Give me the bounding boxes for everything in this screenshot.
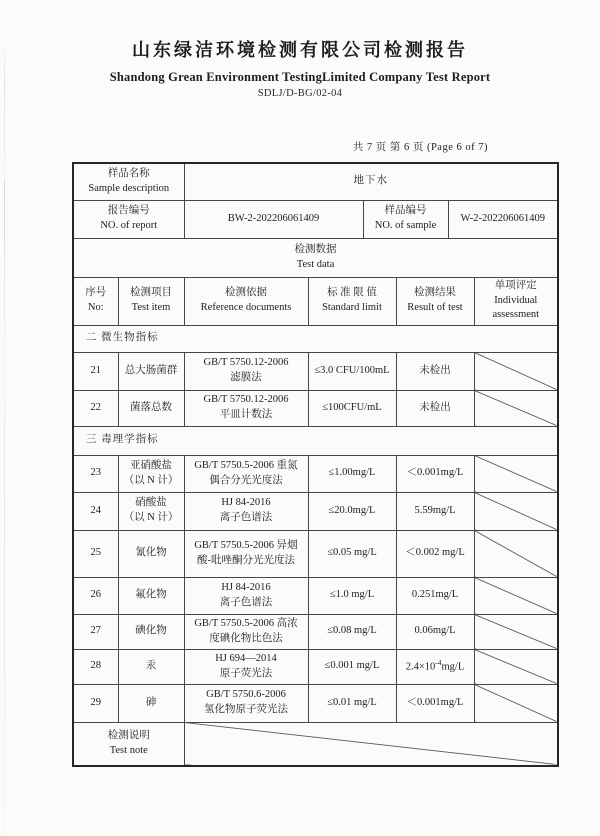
col-result-zh: 检测结果 — [414, 287, 456, 299]
row-limit: ≤0.08 mg/L — [308, 614, 396, 649]
row-reference — [184, 614, 308, 649]
section-tox-label: 三 毒理学指标 — [73, 426, 558, 455]
row-no: 23 — [73, 455, 118, 492]
item-line2: （以 N 计） — [123, 512, 179, 523]
row-item — [118, 492, 184, 530]
table-row — [73, 684, 558, 722]
item-line2: （以 N 计） — [123, 474, 179, 486]
section-row-micro — [73, 325, 558, 352]
row-result: 0.251mg/L — [396, 577, 474, 614]
col-assess-zh: 单项评定 — [494, 279, 537, 291]
diagonal-slash-cell — [474, 684, 558, 722]
row-result: 5.59mg/L — [396, 492, 474, 530]
sample-name-label-zh: 样品名称 — [107, 168, 150, 180]
row-item: 砷 — [118, 684, 184, 722]
ref-line2: 平皿计数法 — [219, 409, 273, 420]
row-limit: ≤3.0 CFU/100mL — [308, 352, 396, 390]
row-no: 24 — [73, 492, 118, 530]
col-limit-zh: 标 准 限 值 — [327, 287, 377, 299]
col-item-zh: 检测项目 — [130, 287, 172, 299]
row-limit: ≤0.05 mg/L — [308, 530, 396, 577]
col-limit-en: Standard limit — [322, 302, 382, 313]
ref-line2: 酸-吡唑酮分光光度法 — [197, 554, 295, 566]
report-number-row — [73, 200, 558, 238]
row-item: 菌落总数 — [118, 390, 184, 426]
doc-code: SDLJ/D-BG/02-04 — [257, 88, 343, 99]
sample-no-label-en: NO. of sample — [374, 220, 437, 231]
col-header-reference — [184, 277, 308, 325]
row-reference — [184, 455, 308, 492]
row-no: 22 — [73, 390, 118, 426]
row-no: 29 — [73, 684, 118, 722]
test-data-banner-row — [73, 238, 558, 277]
report-no-label — [73, 200, 184, 238]
row-item: 汞 — [118, 649, 184, 684]
row-result: ＜0.002 mg/L — [396, 530, 474, 577]
ref-line1: HJ 84-2016 — [221, 581, 271, 593]
ref-line2: 离子色谱法 — [219, 512, 273, 523]
column-header-row — [73, 277, 558, 325]
result-unit: mg/L — [441, 661, 465, 673]
row-result: ＜0.001mg/L — [396, 684, 474, 722]
page-indicator: 共 7 页 第 6 页 (Page 6 of 7) — [352, 142, 488, 153]
row-result: 0.06mg/L — [396, 614, 474, 649]
row-no: 25 — [73, 530, 118, 577]
row-reference — [184, 649, 308, 684]
row-no: 27 — [73, 614, 118, 649]
ref-line2: 原子荧光法 — [219, 667, 273, 679]
table-row — [73, 492, 558, 530]
ref-line1: GB/T 5750.5-2006 异烟 — [194, 539, 298, 551]
col-assess-en1: Individual — [494, 294, 538, 306]
test-report-table — [72, 162, 559, 767]
test-data-en: Test data — [296, 258, 335, 270]
ref-line1: GB/T 5750.12-2006 — [203, 357, 289, 369]
row-limit: ≤1.0 mg/L — [308, 577, 396, 614]
row-item: 总大肠菌群 — [118, 352, 184, 390]
col-header-result — [396, 277, 474, 325]
row-item: 氟化物 — [118, 577, 184, 614]
section-row-tox — [73, 426, 558, 455]
ref-line2: 偶合分光光度法 — [209, 474, 283, 486]
row-reference — [184, 530, 308, 577]
sample-no-label — [363, 200, 448, 238]
row-limit: ≤0.01 mg/L — [308, 684, 396, 722]
row-item: 碘化物 — [118, 614, 184, 649]
col-ref-zh: 检测依据 — [225, 287, 267, 299]
row-no: 26 — [73, 577, 118, 614]
sample-name-value: 地下水 — [184, 163, 558, 200]
sample-no-value: W-2-202206061409 — [448, 200, 558, 238]
table-row — [73, 390, 558, 426]
col-result-en: Result of test — [407, 302, 463, 313]
row-reference — [184, 684, 308, 722]
row-item — [118, 455, 184, 492]
diagonal-slash-cell — [474, 455, 558, 492]
table-row — [73, 455, 558, 492]
row-limit: ≤100CFU/mL — [308, 390, 396, 426]
row-limit: ≤20.0mg/L — [308, 492, 396, 530]
report-no-label-en: NO. of report — [100, 220, 158, 231]
row-limit: ≤1.00mg/L — [308, 455, 396, 492]
row-reference — [184, 352, 308, 390]
section-micro-label: 二 微生物指标 — [73, 325, 558, 352]
report-title-en: Shandong Grean Environment TestingLimited Company Test Report — [109, 70, 491, 84]
col-ref-en: Reference documents — [200, 302, 292, 313]
ref-line1: GB/T 5750.5-2006 高浓 — [194, 617, 298, 629]
test-note-label-zh: 检测说明 — [107, 730, 150, 742]
row-reference — [184, 390, 308, 426]
report-no-label-zh: 报告编号 — [107, 205, 150, 217]
result-superscript: -4 — [435, 657, 442, 667]
ref-line2: 度碘化物比色法 — [209, 632, 283, 644]
sample-name-label-en: Sample description — [88, 182, 170, 194]
col-header-no — [73, 277, 118, 325]
row-no: 21 — [73, 352, 118, 390]
col-no-en: No: — [87, 302, 104, 313]
diagonal-slash-cell — [474, 352, 558, 390]
item-line1: 亚硝酸盐 — [130, 459, 172, 471]
col-header-limit — [308, 277, 396, 325]
test-note-row — [73, 722, 558, 766]
col-header-assessment — [474, 277, 558, 325]
report-header — [0, 36, 600, 99]
ref-line1: HJ 694—2014 — [215, 652, 277, 664]
row-result — [396, 649, 474, 684]
row-item: 氰化物 — [118, 530, 184, 577]
diagonal-slash-cell — [474, 492, 558, 530]
col-header-item — [118, 277, 184, 325]
table-row — [73, 352, 558, 390]
table-row — [73, 649, 558, 684]
ref-line1: GB/T 5750.6-2006 — [206, 689, 286, 701]
test-data-banner — [73, 238, 558, 277]
ref-line2: 离子色谱法 — [219, 596, 273, 608]
test-note-slash-cell — [184, 722, 558, 766]
sample-name-row — [73, 163, 558, 200]
diagonal-slash-cell — [474, 649, 558, 684]
row-limit: ≤0.001 mg/L — [308, 649, 396, 684]
col-no-zh: 序号 — [85, 287, 107, 299]
col-item-en: Test item — [131, 302, 171, 313]
sample-no-label-zh: 样品编号 — [384, 205, 427, 217]
test-note-label — [73, 722, 184, 766]
diagonal-slash-cell — [474, 530, 558, 577]
scan-edge-artifact — [4, 36, 5, 836]
ref-line2: 滤膜法 — [230, 372, 262, 383]
row-result: 未检出 — [396, 352, 474, 390]
test-note-label-en: Test note — [109, 744, 148, 756]
test-data-zh: 检测数据 — [294, 243, 337, 255]
table-row — [73, 530, 558, 577]
diagonal-slash-cell — [474, 390, 558, 426]
diagonal-slash-cell — [474, 614, 558, 649]
report-title-zh: 山东绿洁环境检测有限公司检测报告 — [132, 40, 468, 60]
report-no-value: BW-2-202206061409 — [184, 200, 363, 238]
row-reference — [184, 492, 308, 530]
diagonal-slash-cell — [474, 577, 558, 614]
result-base: 2.4×10 — [405, 661, 436, 673]
ref-line1: HJ 84-2016 — [221, 497, 271, 509]
row-result: 未检出 — [396, 390, 474, 426]
ref-line1: GB/T 5750.5-2006 重氮 — [194, 459, 298, 471]
ref-line1: GB/T 5750.12-2006 — [203, 394, 289, 406]
item-line1: 硝酸盐 — [135, 497, 167, 509]
row-no: 28 — [73, 649, 118, 684]
table-row — [73, 577, 558, 614]
sample-name-label — [73, 163, 184, 200]
col-assess-en2: assessment — [492, 309, 540, 321]
ref-line2: 氢化物原子荧光法 — [204, 704, 288, 715]
table-row — [73, 614, 558, 649]
row-reference — [184, 577, 308, 614]
row-result: ＜0.001mg/L — [396, 455, 474, 492]
